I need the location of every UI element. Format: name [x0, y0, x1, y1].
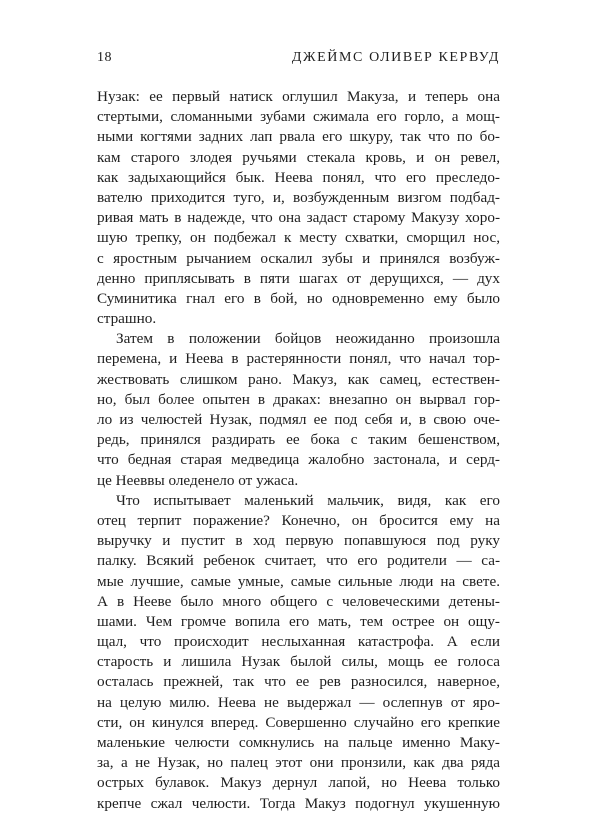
paragraph [97, 87, 500, 329]
text-line: це Нееввы оледенело от ужаса. [97, 471, 299, 489]
text-line: Нузак: ее первый натиск оглушил Макуза, и теперь она [97, 88, 500, 105]
paragraph [97, 329, 500, 491]
text-line: выручку и пустит в ход первую попавшуюся под руку [97, 532, 500, 550]
text-line: старость и лишила Нузак былой силы, мощь ее голоса [97, 653, 500, 671]
text-line: кам старого злодея ручьями стекала кровь, и он ревел, [97, 148, 500, 166]
text-line: Что испытывает маленький мальчик, видя, как его [116, 491, 500, 509]
text-line: на целую милю. Неева не выдержал — ослепнув от яро- [97, 693, 500, 711]
paragraph [97, 491, 500, 814]
text-line: стертыми, сломанными зубами сжимала его горло, а мощ- [97, 108, 500, 126]
text-line: А в Нееве было много общего с человеческими детены- [97, 592, 500, 610]
text-line: осталась прежней, так что ее рев разносился, наверное, [97, 673, 500, 691]
text-line: палку. Всякий ребенок считает, что его родители — са- [97, 552, 500, 570]
text-line: отец терпит поражение? Конечно, он бросится ему на [97, 511, 500, 529]
text-line: сти, он кинулся вперед. Совершенно случайно его крепкие [97, 713, 500, 731]
text-line: с яростным рычанием оскалил зубы и принялся возбуж- [97, 249, 500, 267]
text-line: но, был более опытен в драках: внезапно он вырвал гор- [97, 390, 500, 408]
text-line: что бедная старая медведица жалобно застонала, и серд- [97, 451, 500, 469]
page-number: 18 [97, 50, 112, 65]
text-line: крепче сжал челюсти. Тогда Макуз подогнул укушенную [97, 794, 500, 812]
text-line: жествовать слишком рано. Макуз, как самец, естествен- [97, 370, 500, 388]
text-line: ривая мать в надежде, что она задаст старому Макузу хоро- [97, 209, 500, 227]
text-line: за, а не Нузак, но палец этот они пронзили, как два ряда [97, 754, 500, 772]
text-line: маленькие челюсти сомкнулись на пальце именно Маку- [97, 734, 500, 751]
book-author: ДЖЕЙМС ОЛИВЕР КЕРВУД [291, 50, 500, 65]
text-line: вателю приходится туго, и, возбужденным визгом подбад- [97, 188, 500, 206]
text-line: острых булавок. Макуз дернул лапой, но Неева только [97, 774, 500, 792]
text-line: денно приплясывать в пяти шагах от дерущихся, — дух [97, 269, 500, 287]
text-line: как задыхающийся бык. Неева понял, что его преследо- [97, 168, 500, 186]
text-line: редь, принялся раздирать ее бока с таким бешенством, [97, 431, 500, 449]
text-line: страшно. [97, 310, 157, 328]
text-line: ло из челюстей Нузак, подмял ее под себя и, в свою оче- [97, 411, 500, 428]
text-line: шами. Чем громче вопила его мать, тем острее он ощу- [97, 612, 500, 630]
running-head [97, 50, 500, 70]
text-line: Суминитика гнал его в бой, но одновременно ему было [97, 289, 500, 307]
text-line: щал, что происходит неслыханная катастрофа. А если [97, 633, 500, 651]
text-line: Затем в положении бойцов неожиданно произошла [116, 330, 500, 348]
text-line: шую трепку, он подбежал к месту схватки, сморщил нос, [97, 229, 500, 247]
text-line: мые лучшие, самые умные, самые сильные люди на свете. [97, 572, 500, 590]
body-text [97, 87, 500, 814]
text-line: ными когтями задних лап рвала его шкуру, так что по бо- [97, 128, 500, 146]
text-line: перемена, и Неева в растерянности понял, что начал тор- [97, 350, 500, 368]
